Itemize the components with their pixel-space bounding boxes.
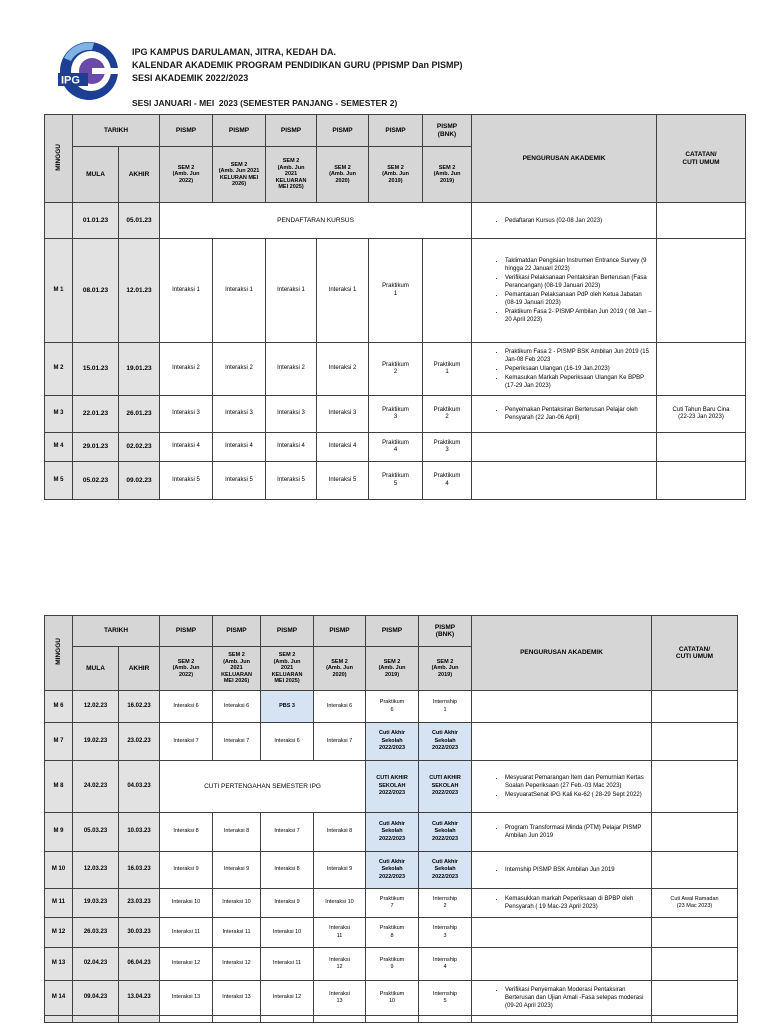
header-academic-management: PENGURUSAN AKADEMIK (472, 115, 657, 203)
programme-cell: Interaksi 10 (160, 889, 213, 918)
programme-cell: Interaksi 9 (160, 852, 213, 889)
calendar-title: KALENDAR AKADEMIK PROGRAM PENDIDIKAN GURU (PPISMP Dan PISMP) (132, 60, 463, 70)
header-programme-cohort: SEM 2 (Amb. Jun 2019) (369, 147, 423, 203)
academic-item: • Penyemakan Pentaksiran Berterusan Pelajar oleh Pensyarah (22 Jan-06 April) (505, 406, 652, 422)
academic-list (472, 774, 651, 799)
programme-cell: Interaksi 4 (266, 433, 317, 462)
programme-cell: Interaksi 8 (261, 852, 314, 889)
header-programme: PISMP (213, 115, 266, 147)
header-week (45, 115, 73, 203)
notes-cell (652, 723, 738, 761)
institution-name: IPG KAMPUS DARULAMAN, JITRA, KEDAH DA. (132, 47, 337, 57)
partial-row (45, 1016, 738, 1023)
academic-item: • Praktikum Fasa 2- PISMP Ambilan Jun 2019 ( 08 Jan – 20 April 2023) (505, 308, 652, 324)
programme-cell: Interaksi 7 (213, 723, 261, 761)
notes-cell (657, 203, 746, 239)
programme-cell: Interaksi 10 (261, 918, 314, 948)
academic-management-cell (472, 761, 652, 813)
partial-cell (366, 1016, 419, 1023)
header-programme-cohort: SEM 2 (Amb. Jun 2021 KELUARAN MEI 2026) (213, 647, 261, 691)
header-date: TARIKH (73, 616, 160, 647)
programme-cell: Interaksi 6 (261, 723, 314, 761)
week-cell: M 14 (45, 981, 73, 1016)
academic-management-cell (472, 889, 652, 918)
programme-cell: Interaksi 8 (213, 813, 261, 852)
semester-title: SESI JANUARI - MEI 2023 (SEMESTER PANJANG - SEMESTER 2) (132, 98, 398, 108)
programme-cell: Cuti Akhir Sekolah 2022/2023 (366, 723, 419, 761)
week-row (45, 203, 746, 239)
programme-cell: Cuti Akhir Sekolah 2022/2023 (419, 813, 472, 852)
programme-cell: Interaksi 3 (160, 396, 213, 433)
programme-cell: Praktikum 1 (423, 343, 472, 396)
notes-cell (652, 981, 738, 1016)
academic-list (472, 217, 656, 225)
programme-cell: CUTI AKHIR SEKOLAH 2022/2023 (419, 761, 472, 813)
week-cell (45, 203, 73, 239)
programme-cell: Interaksi 7 (160, 723, 213, 761)
start-date-cell: 26.03.23 (73, 918, 119, 948)
notes-cell (652, 761, 738, 813)
programme-cell: Praktikum 6 (366, 691, 419, 723)
programme-cell: Interaksi 4 (213, 433, 266, 462)
programme-cell: Interaksi 10 (213, 889, 261, 918)
start-date-cell: 15.01.23 (73, 343, 119, 396)
programme-cell: Interaksi 4 (317, 433, 369, 462)
header-programme: PISMP (BNK) (423, 115, 472, 147)
programme-cell: Interaksi 3 (317, 396, 369, 433)
start-date-cell: 29.01.23 (73, 433, 119, 462)
header-programme: PISMP (261, 616, 314, 647)
programme-cell: Interaksi 1 (160, 239, 213, 343)
academic-item: • Pedaftaran Kursus (02-08 Jan 2023) (505, 217, 652, 225)
header-programme-cohort: SEM 2 (Amb. Jun 2022) (160, 147, 213, 203)
partial-cell (160, 1016, 213, 1023)
academic-management-cell (472, 239, 657, 343)
start-date-cell: 08.01.23 (73, 239, 119, 343)
programme-cell: Praktikum 3 (369, 396, 423, 433)
programme-cell: Interaksi 12 (314, 948, 366, 981)
header-programme: PISMP (266, 115, 317, 147)
programme-cell: Interaksi 3 (266, 396, 317, 433)
programme-cell: Internship 3 (419, 918, 472, 948)
academic-session: SESI AKADEMIK 2022/2023 (132, 73, 249, 83)
end-date-cell: 19.01.23 (119, 343, 160, 396)
merged-activity-cell: CUTI PERTENGAHAN SEMESTER IPG (160, 761, 366, 813)
programme-cell: Praktikum 4 (423, 462, 472, 500)
programme-cell: Interaksi 1 (213, 239, 266, 343)
academic-item: • MesyuaratSenat IPG Kali Ke-62 ( 28-29 Sept 2022) (505, 791, 647, 799)
academic-management-cell (472, 691, 652, 723)
week-row (45, 462, 746, 500)
header-academic-management: PENGURUSAN AKADEMIK (472, 616, 652, 691)
programme-cell: PBS 3 (261, 691, 314, 723)
academic-management-cell (472, 948, 652, 981)
notes-cell (652, 852, 738, 889)
header-programme-cohort: SEM 2 (Amb. Jun 2021 KELUARAN MEI 2025) (266, 147, 317, 203)
programme-cell: Interaksi 3 (213, 396, 266, 433)
header-programme: PISMP (BNK) (419, 616, 472, 647)
programme-cell: Interaksi 13 (314, 981, 366, 1016)
programme-cell: Praktikum 2 (369, 343, 423, 396)
academic-item: • Program Transformasi Minda (PTM) Pelajar PISMP Ambilan Jun 2019 (505, 824, 647, 840)
week-row (45, 343, 746, 396)
academic-item: • Verifikasi Pelaksanaan Pentaksiran Berterusan (Fasa Perancangan) (08-19 Januari 2023) (505, 274, 652, 290)
academic-list (472, 895, 651, 911)
header-programme: PISMP (213, 616, 261, 647)
week-cell: M 11 (45, 889, 73, 918)
header-programme: PISMP (317, 115, 369, 147)
week-cell: M 9 (45, 813, 73, 852)
partial-cell (419, 1016, 472, 1023)
end-date-cell: 23.03.23 (119, 889, 160, 918)
week-cell: M 8 (45, 761, 73, 813)
programme-cell: Interaksi 4 (160, 433, 213, 462)
logo-text: IPG (61, 74, 80, 87)
partial-cell (652, 1016, 738, 1023)
week-cell: M 7 (45, 723, 73, 761)
table-header (45, 616, 738, 691)
programme-cell: Praktikum 2 (423, 396, 472, 433)
header-end-date: AKHIR (119, 647, 160, 691)
start-date-cell: 05.03.23 (73, 813, 119, 852)
academic-list (472, 824, 651, 840)
programme-cell: Interaksi 9 (314, 852, 366, 889)
programme-cell: Interaksi 6 (160, 691, 213, 723)
academic-item: • Taklimatdan Pengisian Instrumen Entrance Survey (9 hingga 22 Januari 2023) (505, 257, 652, 273)
programme-cell: Interaksi 11 (160, 918, 213, 948)
partial-cell (45, 1016, 73, 1023)
start-date-cell: 12.03.23 (73, 852, 119, 889)
start-date-cell: 19.03.23 (73, 889, 119, 918)
academic-item: • Verifikasi Penyemakan Moderasi Pentaksiran Berterusan dan Ujian Amali -Fasa selepas moderasi (09-20 April 2023) (505, 986, 647, 1010)
week-row (45, 948, 738, 981)
header-programme: PISMP (366, 616, 419, 647)
table-header (45, 115, 746, 203)
programme-cell: Interaksi 5 (266, 462, 317, 500)
academic-item: • Kemasukkan markah Peperiksaan di BPBP oleh Pensyarah ( 19 Mac-23 April 2023) (505, 895, 647, 911)
header-programme: PISMP (160, 115, 213, 147)
partial-cell (119, 1016, 160, 1023)
programme-cell (423, 239, 472, 343)
week-row (45, 239, 746, 343)
header-programme: PISMP (160, 616, 213, 647)
programme-cell: Interaksi 1 (266, 239, 317, 343)
programme-cell: Praktikum 7 (366, 889, 419, 918)
academic-management-cell (472, 343, 657, 396)
programme-cell: Interaksi 5 (160, 462, 213, 500)
end-date-cell: 04.03.23 (119, 761, 160, 813)
start-date-cell: 01.01.23 (73, 203, 119, 239)
academic-management-cell (472, 813, 652, 852)
week-cell: M 1 (45, 239, 73, 343)
partial-cell (472, 1016, 652, 1023)
academic-item: • Kemasukan Markah Peperiksaan Ulangan Ke BPBP (17-29 Jan 2023) (505, 374, 652, 390)
programme-cell: Interaksi 2 (213, 343, 266, 396)
week-cell: M 2 (45, 343, 73, 396)
header-programme-cohort: SEM 2 (Amb. Jun 2020) (314, 647, 366, 691)
end-date-cell: 06.04.23 (119, 948, 160, 981)
header-programme-cohort: SEM 2 (Amb. Jun 2019) (366, 647, 419, 691)
programme-cell: Internship 4 (419, 948, 472, 981)
academic-management-cell (472, 462, 657, 500)
programme-cell: Interaksi 7 (261, 813, 314, 852)
header-notes: CATATAN/ CUTI UMUM (657, 115, 746, 203)
header-programme: PISMP (369, 115, 423, 147)
academic-management-cell (472, 852, 652, 889)
academic-item: • Internship PISMP BSK Ambilan Jun 2019 (505, 866, 647, 874)
week-cell: M 5 (45, 462, 73, 500)
end-date-cell: 23.02.23 (119, 723, 160, 761)
programme-cell: Interaksi 8 (160, 813, 213, 852)
header-programme-cohort: SEM 2 (Amb. Jun 2019) (419, 647, 472, 691)
academic-item: • Pemantauan Pelaksanaan PdP oleh Ketua Jabatan (08-19 Januari 2023) (505, 291, 652, 307)
notes-cell (652, 918, 738, 948)
merged-activity-cell: PENDAFTARAN KURSUS (160, 203, 472, 239)
start-date-cell: 19.02.23 (73, 723, 119, 761)
week-cell: M 13 (45, 948, 73, 981)
programme-cell: Praktikum 8 (366, 918, 419, 948)
programme-cell: Interaksi 6 (314, 691, 366, 723)
end-date-cell: 12.01.23 (119, 239, 160, 343)
header-programme-cohort: SEM 2 (Amb. Jun 2021 KELUARAN MEI 2025) (261, 647, 314, 691)
end-date-cell: 10.03.23 (119, 813, 160, 852)
notes-cell (657, 239, 746, 343)
programme-cell: Interaksi 12 (160, 948, 213, 981)
calendar-table-january-february (44, 114, 746, 500)
week-row (45, 852, 738, 889)
academic-management-cell (472, 203, 657, 239)
start-date-cell: 09.04.23 (73, 981, 119, 1016)
academic-list (472, 866, 651, 874)
programme-cell: Interaksi 13 (160, 981, 213, 1016)
academic-item: • Praktikum Fasa 2 - PISMP BSK Ambilan Jun 2019 (15 Jan-08 Feb 2023 (505, 348, 652, 364)
ipg-logo (54, 38, 120, 104)
programme-cell: Interaksi 12 (261, 981, 314, 1016)
week-row (45, 396, 746, 433)
academic-item: • Peperiksaan Ulangan (16-19 Jan.2023) (505, 365, 652, 373)
academic-list (472, 348, 656, 390)
week-cell: M 4 (45, 433, 73, 462)
end-date-cell: 09.02.23 (119, 462, 160, 500)
programme-cell: Interaksi 5 (317, 462, 369, 500)
header-date: TARIKH (73, 115, 160, 147)
programme-cell: Interaksi 11 (213, 918, 261, 948)
start-date-cell: 22.01.23 (73, 396, 119, 433)
academic-management-cell (472, 433, 657, 462)
header-start-date: MULA (73, 147, 119, 203)
programme-cell: Interaksi 1 (317, 239, 369, 343)
programme-cell: Praktikum 4 (369, 433, 423, 462)
start-date-cell: 24.02.23 (73, 761, 119, 813)
logo-g-notch (92, 68, 120, 74)
notes-cell (657, 433, 746, 462)
header-week-label: MINGGU (54, 638, 62, 666)
week-cell: M 10 (45, 852, 73, 889)
academic-list (472, 986, 651, 1010)
week-row (45, 761, 738, 813)
header-end-date: AKHIR (119, 147, 160, 203)
start-date-cell: 05.02.23 (73, 462, 119, 500)
header-week-label: MINGGU (54, 143, 62, 171)
programme-cell: CUTI AKHIR SEKOLAH 2022/2023 (366, 761, 419, 813)
programme-cell: Praktikum 5 (369, 462, 423, 500)
programme-cell: Praktikum 1 (369, 239, 423, 343)
notes-cell: Cuti Awal Ramadan (23 Mac 2023) (652, 889, 738, 918)
academic-management-cell (472, 723, 652, 761)
programme-cell: Praktikum 3 (423, 433, 472, 462)
programme-cell: Interaksi 9 (261, 889, 314, 918)
programme-cell: Internship 5 (419, 981, 472, 1016)
academic-management-cell (472, 981, 652, 1016)
notes-cell (652, 948, 738, 981)
week-row (45, 723, 738, 761)
start-date-cell: 02.04.23 (73, 948, 119, 981)
header-start-date: MULA (73, 647, 119, 691)
programme-cell: Interaksi 2 (266, 343, 317, 396)
notes-cell (652, 691, 738, 723)
week-cell: M 6 (45, 691, 73, 723)
programme-cell: Interaksi 11 (314, 918, 366, 948)
partial-cell (213, 1016, 261, 1023)
week-cell: M 3 (45, 396, 73, 433)
week-row (45, 981, 738, 1016)
table-body (45, 691, 738, 1023)
programme-cell: Cuti Akhir Sekolah 2022/2023 (366, 852, 419, 889)
header-programme-cohort: SEM 2 (Amb. Jun 2019) (423, 147, 472, 203)
programme-cell: Interaksi 6 (213, 691, 261, 723)
start-date-cell: 12.02.23 (73, 691, 119, 723)
programme-cell: Interaksi 13 (213, 981, 261, 1016)
programme-cell: Interaksi 12 (213, 948, 261, 981)
partial-cell (314, 1016, 366, 1023)
programme-cell: Praktikum 10 (366, 981, 419, 1016)
programme-cell: Interaksi 8 (314, 813, 366, 852)
header-programme-cohort: SEM 2 (Amb. Jun 2020) (317, 147, 369, 203)
end-date-cell: 16.02.23 (119, 691, 160, 723)
week-row (45, 889, 738, 918)
programme-cell: Interaksi 10 (314, 889, 366, 918)
table-body (45, 203, 746, 500)
notes-cell (652, 813, 738, 852)
academic-list (472, 257, 656, 324)
header-notes: CATATAN/ CUTI UMUM (652, 616, 738, 691)
header-row-top (45, 616, 738, 647)
programme-cell: Interaksi 2 (317, 343, 369, 396)
programme-cell: Praktikum 9 (366, 948, 419, 981)
header-programme-cohort: SEM 2 (Amb. Jun 2022) (160, 647, 213, 691)
programme-cell: Internship 1 (419, 691, 472, 723)
header-week (45, 616, 73, 691)
programme-cell: Interaksi 2 (160, 343, 213, 396)
end-date-cell: 05.01.23 (119, 203, 160, 239)
programme-cell: Cuti Akhir Sekolah 2022/2023 (419, 852, 472, 889)
calendar-table-february-april (44, 615, 738, 1023)
programme-cell: Interaksi 11 (261, 948, 314, 981)
programme-cell: Cuti Akhir Sekolah 2022/2023 (419, 723, 472, 761)
end-date-cell: 02.02.23 (119, 433, 160, 462)
notes-cell (657, 462, 746, 500)
programme-cell: Cuti Akhir Sekolah 2022/2023 (366, 813, 419, 852)
partial-cell (261, 1016, 314, 1023)
academic-item: • Mesyuarat Pemarangan Item dan Pemurnian Kertas Soalan Peperiksaan (27 Feb.-03 Mac 2023) (505, 774, 647, 790)
week-row (45, 918, 738, 948)
end-date-cell: 16.03.23 (119, 852, 160, 889)
notes-cell (657, 343, 746, 396)
programme-cell: Interaksi 5 (213, 462, 266, 500)
end-date-cell: 26.01.23 (119, 396, 160, 433)
programme-cell: Interaksi 7 (314, 723, 366, 761)
week-cell: M 12 (45, 918, 73, 948)
notes-cell: Cuti Tahun Baru Cina (22-23 Jan 2023) (657, 396, 746, 433)
header-row-top (45, 115, 746, 147)
end-date-cell: 30.03.23 (119, 918, 160, 948)
week-row (45, 813, 738, 852)
academic-list (472, 406, 656, 422)
academic-management-cell (472, 396, 657, 433)
programme-cell: Internship 2 (419, 889, 472, 918)
week-row (45, 691, 738, 723)
end-date-cell: 13.04.23 (119, 981, 160, 1016)
week-row (45, 433, 746, 462)
header-programme-cohort: SEM 2 (Amb. Jun 2021 KELURAN MEI 2026) (213, 147, 266, 203)
partial-cell (73, 1016, 119, 1023)
header-programme: PISMP (314, 616, 366, 647)
programme-cell: Interaksi 9 (213, 852, 261, 889)
academic-management-cell (472, 918, 652, 948)
